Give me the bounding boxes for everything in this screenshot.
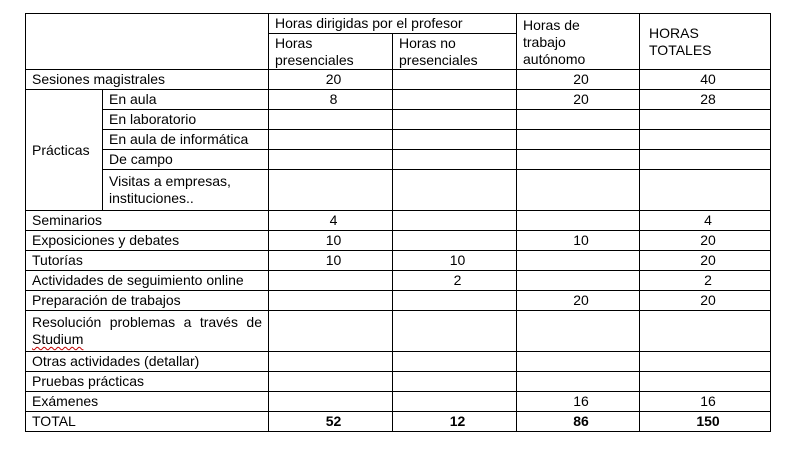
row-label-line2: Studium [32, 331, 84, 347]
table-row [26, 372, 771, 392]
cell-remote [393, 90, 517, 110]
cell-in-person: 8 [269, 90, 393, 110]
row-label [26, 311, 269, 352]
hours-distribution-table [25, 13, 771, 432]
cell-remote [393, 392, 517, 412]
row-label: Sesiones magistrales [26, 70, 269, 90]
cell-total: 28 [640, 90, 771, 110]
cell-autonomous [517, 211, 640, 231]
cell-remote [393, 352, 517, 372]
cell-autonomous [517, 372, 640, 392]
row-sublabel: En laboratorio [103, 110, 269, 130]
header-remote-hours [393, 34, 517, 70]
cell-autonomous: 20 [517, 90, 640, 110]
cell-remote [393, 150, 517, 170]
cell-total: 4 [640, 211, 771, 231]
total-remote: 12 [393, 412, 517, 432]
cell-total: 16 [640, 392, 771, 412]
cell-remote [393, 130, 517, 150]
cell-total [640, 150, 771, 170]
table-row [26, 251, 771, 271]
cell-autonomous [517, 150, 640, 170]
cell-in-person [269, 311, 393, 352]
row-label: Seminarios [26, 211, 269, 231]
total-hours: 150 [640, 412, 771, 432]
cell-total [640, 170, 771, 211]
table-row [26, 291, 771, 311]
cell-in-person [269, 392, 393, 412]
header-in-person-line1: Horas [275, 35, 313, 51]
cell-autonomous [517, 311, 640, 352]
row-group-label-practices: Prácticas [26, 90, 103, 211]
cell-in-person [269, 271, 393, 291]
cell-autonomous: 10 [517, 231, 640, 251]
cell-total: 20 [640, 251, 771, 271]
header-autonomous-line2: trabajo [523, 34, 566, 50]
cell-autonomous [517, 251, 640, 271]
row-sublabel-line1: Visitas a empresas, [109, 173, 231, 189]
cell-autonomous: 20 [517, 291, 640, 311]
table-row [26, 70, 771, 90]
row-label: Actividades de seguimiento online [26, 271, 269, 291]
header-blank-cell [26, 14, 269, 70]
cell-remote [393, 311, 517, 352]
cell-remote [393, 110, 517, 130]
table-row [26, 170, 771, 211]
cell-in-person: 10 [269, 251, 393, 271]
total-in-person: 52 [269, 412, 393, 432]
cell-remote [393, 211, 517, 231]
table-row [26, 352, 771, 372]
row-label: Otras actividades (detallar) [26, 352, 269, 372]
table-row [26, 311, 771, 352]
cell-in-person [269, 372, 393, 392]
row-sublabel: De campo [103, 150, 269, 170]
header-in-person-hours [269, 34, 393, 70]
cell-autonomous [517, 170, 640, 211]
cell-total [640, 372, 771, 392]
cell-in-person [269, 291, 393, 311]
row-label-line1: Resolución problemas a través de [32, 314, 262, 330]
cell-in-person [269, 170, 393, 211]
cell-total: 40 [640, 70, 771, 90]
header-autonomous-hours [517, 14, 640, 70]
cell-total: 20 [640, 231, 771, 251]
cell-autonomous [517, 352, 640, 372]
header-total-line2: TOTALES [649, 41, 712, 58]
cell-autonomous [517, 130, 640, 150]
cell-in-person: 20 [269, 70, 393, 90]
table-row [26, 231, 771, 251]
row-sublabel: En aula de informática [103, 130, 269, 150]
cell-remote [393, 170, 517, 211]
row-label: Tutorías [26, 251, 269, 271]
cell-remote: 10 [393, 251, 517, 271]
cell-in-person [269, 110, 393, 130]
cell-remote [393, 231, 517, 251]
row-sublabel-line2: instituciones.. [109, 190, 194, 206]
cell-remote [393, 291, 517, 311]
cell-autonomous [517, 271, 640, 291]
cell-in-person [269, 130, 393, 150]
cell-total [640, 130, 771, 150]
header-remote-line2: presenciales [399, 52, 478, 68]
cell-total: 20 [640, 291, 771, 311]
cell-total: 2 [640, 271, 771, 291]
cell-in-person: 10 [269, 231, 393, 251]
row-label: Exposiciones y debates [26, 231, 269, 251]
header-autonomous-line3: autónomo [523, 51, 586, 67]
table-row [26, 211, 771, 231]
table-total-row [26, 412, 771, 432]
cell-remote [393, 70, 517, 90]
cell-autonomous: 16 [517, 392, 640, 412]
cell-remote: 2 [393, 271, 517, 291]
table-row [26, 110, 771, 130]
table-row [26, 90, 771, 110]
row-sublabel: En aula [103, 90, 269, 110]
cell-total [640, 311, 771, 352]
table-row [26, 392, 771, 412]
cell-autonomous [517, 110, 640, 130]
cell-in-person: 4 [269, 211, 393, 231]
header-autonomous-line1: Horas de [523, 17, 580, 33]
header-in-person-line2: presenciales [275, 52, 354, 68]
total-row-label: TOTAL [26, 412, 269, 432]
row-sublabel [103, 170, 269, 211]
header-directed-hours: Horas dirigidas por el profesor [269, 14, 517, 34]
cell-remote [393, 372, 517, 392]
header-total-line1: HORAS [649, 24, 699, 41]
total-autonomous: 86 [517, 412, 640, 432]
cell-autonomous: 20 [517, 70, 640, 90]
header-total-hours [640, 14, 771, 70]
cell-total [640, 352, 771, 372]
cell-in-person [269, 352, 393, 372]
cell-in-person [269, 150, 393, 170]
table-row [26, 150, 771, 170]
row-label: Pruebas prácticas [26, 372, 269, 392]
table-row [26, 271, 771, 291]
row-label: Exámenes [26, 392, 269, 412]
row-label: Preparación de trabajos [26, 291, 269, 311]
cell-total [640, 110, 771, 130]
table-row [26, 130, 771, 150]
header-remote-line1: Horas no [399, 35, 456, 51]
